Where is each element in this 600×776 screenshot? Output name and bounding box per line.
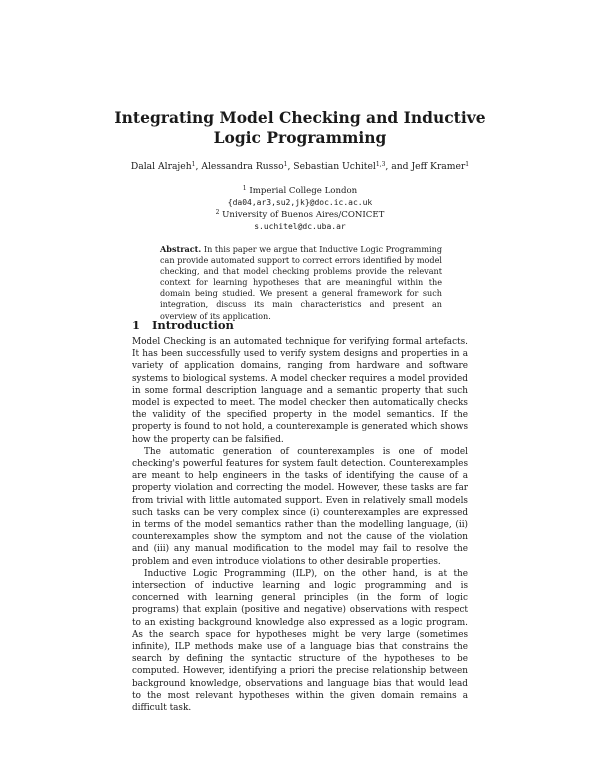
abstract-label: Abstract.: [160, 244, 202, 254]
section-heading: [132, 318, 234, 332]
affil-mark: 1: [242, 185, 247, 192]
affiliations: [150, 185, 450, 233]
abstract-text: In this paper we argue that Inductive Logic Programming can provide automated support to correct errors identified by model checking, and that model checking problems provide the relevant context for learning hypotheses that are meaningful within the domain being studied. We present a general framework for such integration, discuss its main characteristics and present an overview of its application.: [160, 244, 443, 321]
section-title: Introduction: [152, 318, 234, 332]
affil-name: University of Buenos Aires/CONICET: [222, 210, 385, 220]
affil-email: {da04,ar3,su2,jk}@doc.ic.ac.uk: [227, 198, 373, 207]
paragraph: Inductive Logic Programming (ILP), on the other hand, is at the intersection of inductive learning and logic programming and is concerned with learning general principles (in the form of logic programs) that explain (positive and negative) observations with respect to an existing background knowledge also expressed as a logic program. As the search space for hypotheses might be very large (sometimes infinite), ILP methods make use of a language bias that constrains the search by defining the syntactic structure of the hypotheses to be computed. However, identifying a priori the precise relationship between background knowledge, observations and language bias that would lead to the most relevant hypotheses within the given domain remains a difficult task.: [132, 568, 468, 714]
author-affil-mark: 1: [283, 161, 288, 168]
affiliation-1: [150, 185, 450, 197]
section-body: [132, 336, 468, 714]
paragraph: Model Checking is an automated technique for verifying formal artefacts. It has been successfully used to verify system designs and properties in a variety of application domains, ranging from hardware and software systems to biological systems. A model checker requires a model provided in some formal description language and a semantic property that such model is expected to meet. The model checker then automatically checks the validity of the specified property in the model semantics. If the property is found to not hold, a counterexample is generated which shows how the property can be falsified.: [132, 337, 468, 445]
author-list: Dalal Alrajeh$^1$, Alessandra Russo$^1$, Sebastian Uchitel$^{1,3}$, and Jeff Kramer$^1$: [130, 161, 470, 172]
affil-mark: 2: [215, 209, 220, 216]
author-name: Alessandra Russo: [201, 161, 284, 172]
affiliation-2: [150, 209, 450, 221]
author-name: Sebastian Uchitel: [293, 161, 376, 172]
author-name: Dalal Alrajeh: [130, 161, 192, 172]
paper-title: Integrating Model Checking and Inductive Logic Programming: [114, 108, 486, 147]
abstract: [160, 244, 442, 322]
author-affil-mark: 1: [465, 161, 470, 168]
author-affil-mark: 1,3: [375, 161, 386, 168]
affil-email: s.uchitel@dc.uba.ar: [254, 222, 346, 231]
author-affil-mark: 1: [191, 161, 196, 168]
section-number: 1: [132, 318, 141, 332]
paragraph: The automatic generation of counterexamples is one of model checking's powerful features for system fault detection. Counterexamples are meant to help engineers in the tasks of identifying the cause of a property violation and correcting the model. However, these tasks are far from trivial with little automated support. Even in relatively small models such tasks can be very complex since (i) counterexamples are expressed in terms of the model semantics rather than the modelling language, (ii) counterexamples show the symptom and not the cause of the violation and (iii) any manual modification to the model may fail to resolve the problem and even introduce violations to other desirable properties.: [132, 446, 468, 567]
author-name: Jeff Kramer: [411, 161, 466, 172]
affil-name: Imperial College London: [249, 186, 358, 196]
